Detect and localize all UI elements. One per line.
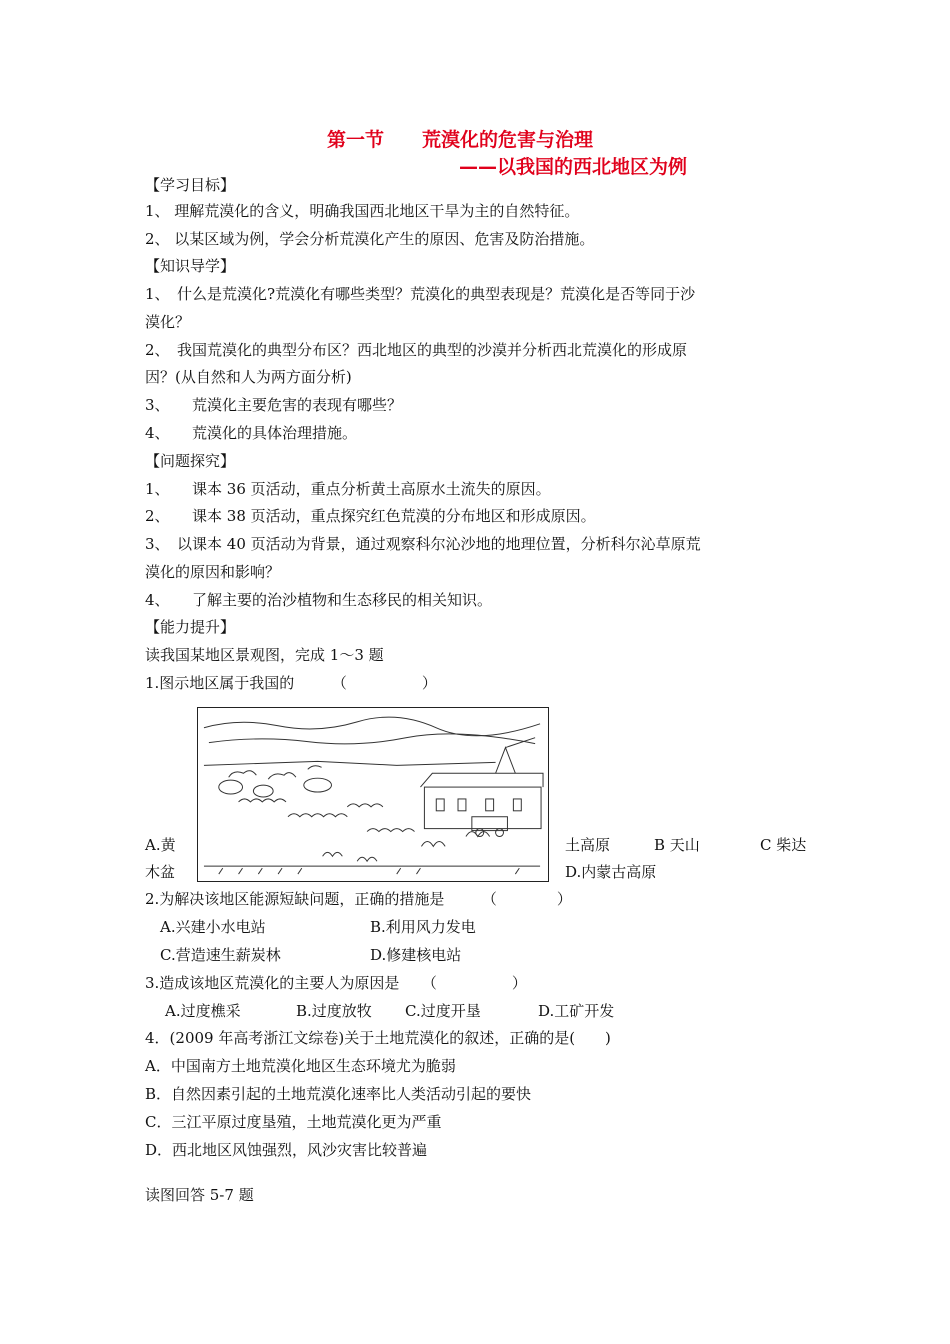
objective-item: 2、 以某区域为例，学会分析荒漠化产生的原因、危害及防治措施。: [145, 230, 595, 248]
q4-option-d: D．西北地区风蚀强烈，风沙灾害比较普遍: [145, 1141, 428, 1159]
guide-line: 1、 什么是荒漠化?荒漠化有哪些类型？荒漠化的典型表现是？荒漠化是否等同于沙: [145, 285, 696, 303]
guide-line: 2、 我国荒漠化的典型分布区？西北地区的典型的沙漠并分析西北荒漠化的形成原: [145, 341, 688, 359]
objective-item: 1、 理解荒漠化的含义，明确我国西北地区干旱为主的自然特征。: [145, 202, 580, 220]
question-1-stem: 1.图示地区属于我国的 （ ）: [145, 674, 437, 692]
q3-option-c: C.过度开垦: [405, 1002, 481, 1020]
ability-heading: 【能力提升】: [145, 618, 236, 636]
q4-option-a: A．中国南方土地荒漠化地区生态环境尤为脆弱: [145, 1057, 456, 1075]
grassland-sketch: [198, 708, 548, 881]
objectives-heading: 【学习目标】: [145, 176, 236, 194]
q1-option-a-part3: 土高原: [565, 836, 611, 854]
q4-option-c: C．三江平原过度垦殖，土地荒漠化更为严重: [145, 1113, 442, 1131]
question-3-stem: 3.造成该地区荒漠化的主要人为原因是 （ ）: [145, 974, 527, 992]
landscape-figure: [197, 707, 549, 882]
page-title: 第一节 荒漠化的危害与治理: [327, 129, 594, 151]
q2-option-b: B.利用风力发电: [370, 918, 476, 936]
question-4-stem: 4．(2009 年高考浙江文综卷)关于土地荒漠化的叙述，正确的是( ): [145, 1029, 611, 1047]
q2-option-a: A.兴建小水电站: [160, 918, 266, 936]
q2-option-d: D.修建核电站: [370, 946, 462, 964]
q3-option-b: B.过度放牧: [296, 1002, 372, 1020]
page-subtitle: ——以我国的西北地区为例: [459, 156, 688, 178]
q4-option-b: B．自然因素引起的土地荒漠化速率比人类活动引起的要快: [145, 1085, 532, 1103]
q1-option-a-part1: A.黄: [145, 836, 176, 854]
explore-heading: 【问题探究】: [145, 452, 236, 470]
explore-line: 3、 以课本 40 页活动为背景，通过观察科尔沁沙地的地理位置，分析科尔沁草原荒: [145, 535, 701, 553]
q3-option-a: A.过度樵采: [165, 1002, 241, 1020]
q3-option-d: D.工矿开发: [538, 1002, 615, 1020]
question-2-stem: 2.为解决该地区能源短缺问题，正确的措施是 （ ）: [145, 890, 572, 908]
next-section-prompt: 读图回答 5-7 题: [145, 1186, 254, 1204]
guide-heading: 【知识导学】: [145, 257, 236, 275]
guide-line: 因？(从自然和人为两方面分析): [145, 368, 352, 386]
q1-option-a-part2: 木盆: [145, 863, 176, 881]
q2-option-c: C.营造速生薪炭林: [160, 946, 281, 964]
ability-intro: 读我国某地区景观图，完成 1～3 题: [145, 646, 384, 664]
q1-option-c: C 柴达: [760, 836, 807, 854]
q1-option-d: D.内蒙古高原: [565, 863, 657, 881]
explore-line: 1、 课本 36 页活动，重点分析黄土高原水土流失的原因。: [145, 480, 551, 498]
explore-line: 4、 了解主要的治沙植物和生态移民的相关知识。: [145, 591, 493, 609]
guide-line: 3、 荒漠化主要危害的表现有哪些？: [145, 396, 403, 414]
guide-line: 4、 荒漠化的具体治理措施。: [145, 424, 358, 442]
explore-line: 2、 课本 38 页活动，重点探究红色荒漠的分布地区和形成原因。: [145, 507, 596, 525]
q1-option-b: B 天山: [654, 836, 700, 854]
guide-line: 漠化？: [145, 313, 191, 331]
explore-line: 漠化的原因和影响？: [145, 563, 281, 581]
